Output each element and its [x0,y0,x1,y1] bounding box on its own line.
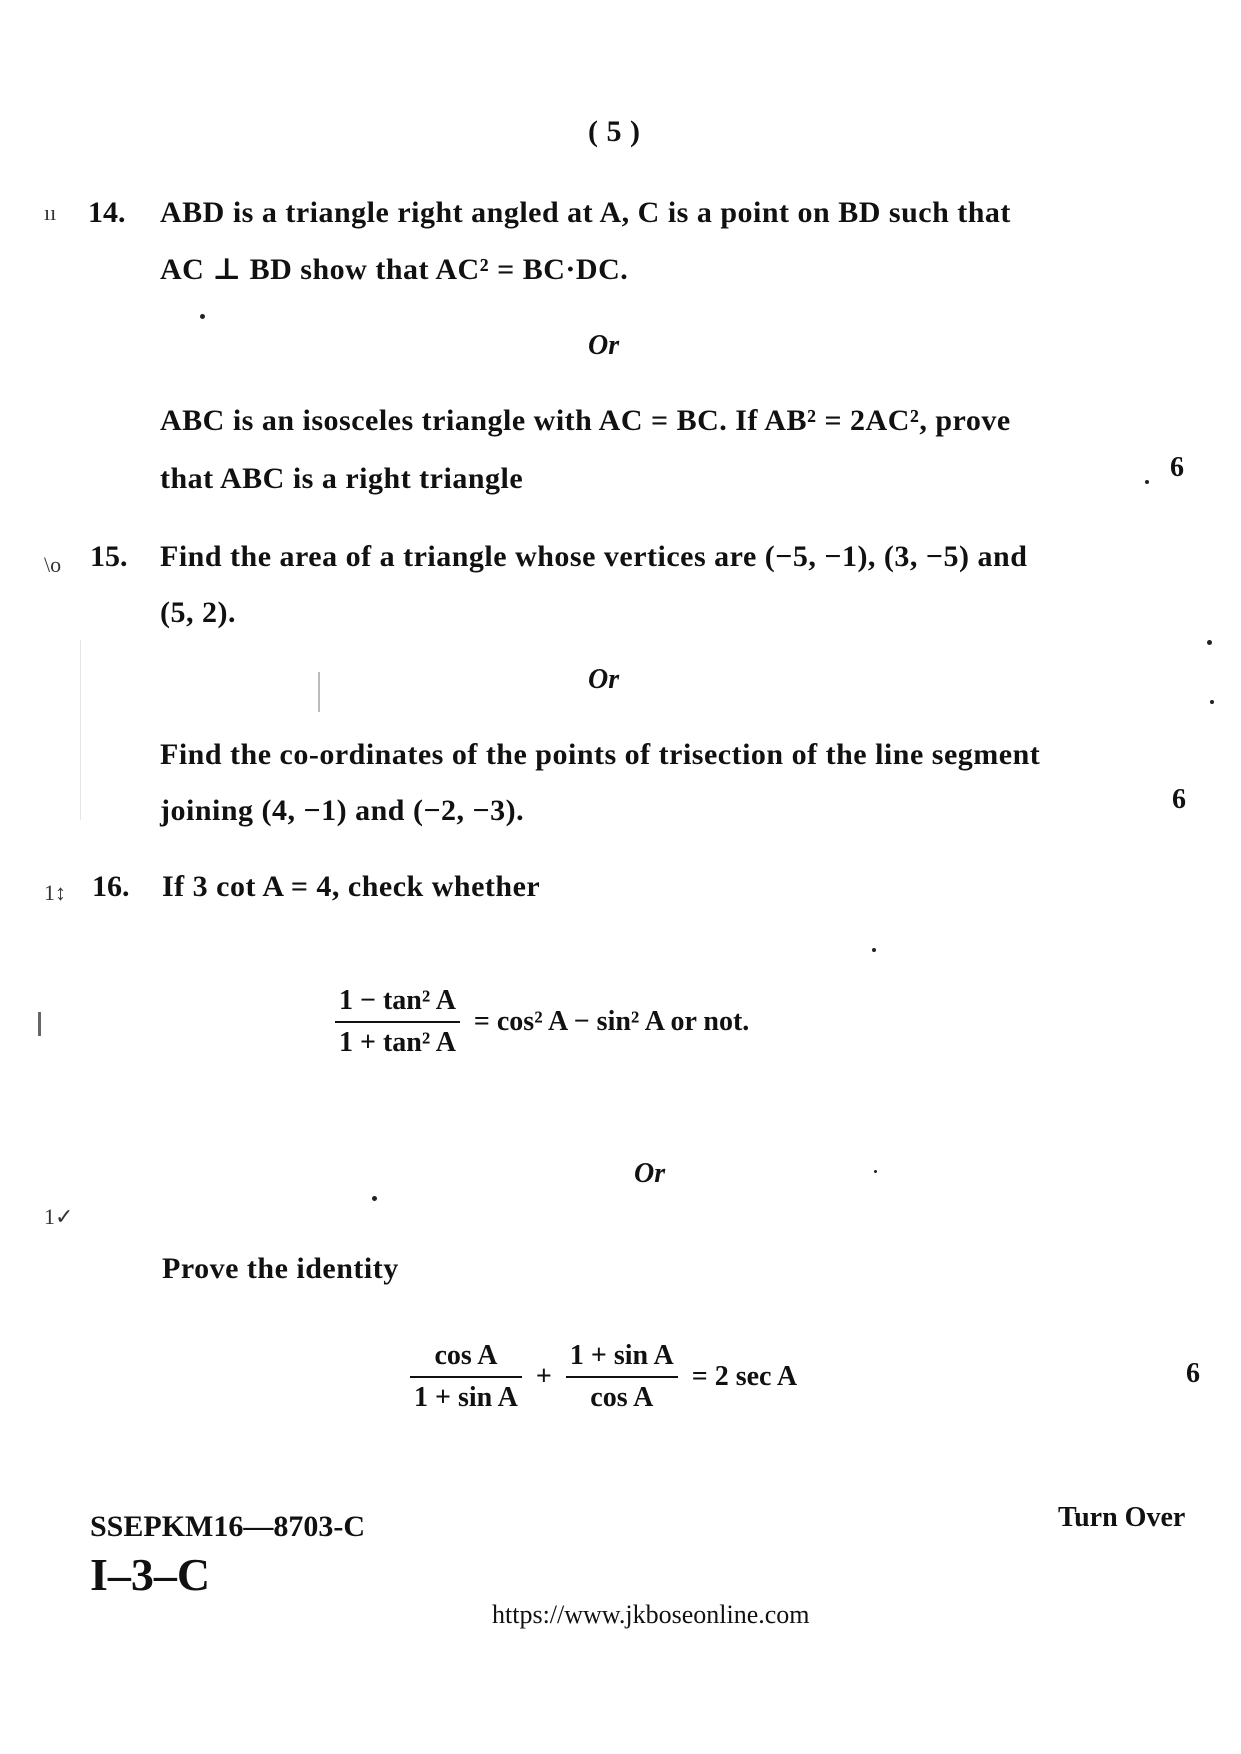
q15-or: Or [588,664,620,695]
equation-1-numerator: 1 − tan² A [339,985,456,1016]
q16-marks: 6 [1186,1358,1200,1389]
equation-1-rhs: = cos² A − sin² A or not. [473,1006,750,1037]
scan-speck [874,1170,877,1173]
scan-speck [372,1196,377,1201]
q16-line1: If 3 cot A = 4, check whether [162,870,541,903]
scan-mark [80,640,81,820]
q16-number: 16. [92,870,130,903]
q16-margin-note: 1↕ [44,880,66,905]
q16-or: Or [634,1158,666,1189]
equation-2-f1-numerator: cos A [434,1340,498,1371]
q14-number: 14. [88,196,126,229]
equation-2-rhs: = 2 sec A [691,1361,798,1392]
q15-alt-line1: Find the co-ordinates of the points of trisection of the line segment [160,738,1041,771]
scan-speck [200,314,205,319]
equation-2-fraction-1 [410,1340,522,1414]
paper-code: SSEPKM16—8703-C [90,1510,366,1543]
q14-marks: 6 [1170,452,1184,483]
equation-2-plus: + [535,1361,552,1392]
page-number: ( 5 ) [588,115,641,148]
q15-line2: (5, 2). [160,596,236,629]
q15-line1: Find the area of a triangle whose vertices are (−5, −1), (3, −5) and [160,540,1028,573]
scan-speck [872,948,876,952]
q14-alt-line1: ABC is an isosceles triangle with AC = BC. If AB² = 2AC², prove [160,404,1011,437]
q16-alt-line1: Prove the identity [162,1252,399,1285]
fraction-bar [566,1376,678,1378]
equation-1 [335,985,749,1059]
q14-or: Or [588,330,620,361]
q16-margin-note-2: 1✓ [44,1204,74,1229]
scan-speck [1207,640,1212,645]
scan-mark [318,672,320,712]
q15-margin-note: \o [44,552,62,577]
scan-mark [38,1012,41,1036]
q15-alt-line2: joining (4, −1) and (−2, −3). [160,794,525,827]
fraction-bar [410,1376,522,1378]
fraction-bar [335,1021,460,1023]
q15-number: 15. [90,540,128,573]
q14-margin-note: ıı [44,200,57,225]
scan-speck [1145,480,1149,484]
turn-over-label: Turn Over [1058,1502,1186,1533]
q14-line2: AC ⊥ BD show that AC² = BC·DC. [160,253,629,286]
equation-1-fraction [335,985,460,1059]
source-url[interactable]: https://www.jkboseonline.com [492,1600,810,1629]
scan-speck [1210,700,1214,704]
set-code: I–3–C [90,1549,211,1600]
equation-2-f2-numerator: 1 + sin A [569,1340,674,1371]
equation-2 [410,1340,797,1414]
q15-marks: 6 [1172,784,1186,815]
equation-2-f1-denominator: 1 + sin A [414,1382,518,1413]
equation-1-denominator: 1 + tan² A [339,1027,456,1058]
equation-2-fraction-2 [566,1340,678,1414]
equation-2-f2-denominator: cos A [590,1382,654,1413]
q14-line1: ABD is a triangle right angled at A, C is a point on BD such that [160,196,1011,229]
q14-alt-line2: that ABC is a right triangle [160,462,524,495]
